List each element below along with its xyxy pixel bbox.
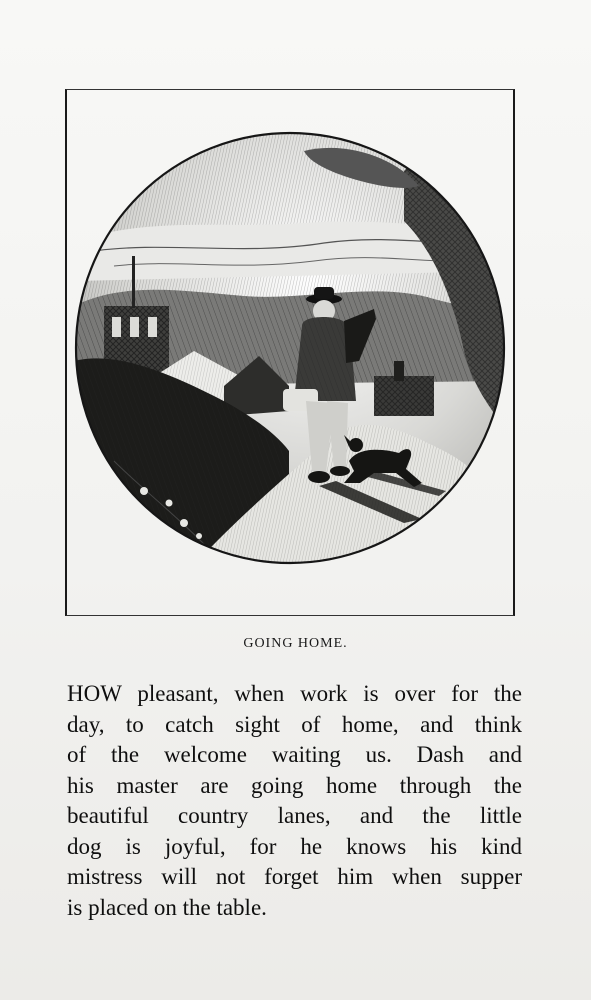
paragraph-line: beautiful country lanes, and the little [67, 803, 522, 828]
illustration-caption: GOING HOME. [243, 636, 348, 651]
paragraph-line: is placed on the table. [67, 894, 267, 920]
story-paragraph [67, 679, 522, 923]
paragraph-line: HOW pleasant, when work is over for the [67, 681, 522, 706]
paragraph-line: mistress will not forget him when supper [67, 864, 522, 889]
paragraph-line: day, to catch sight of home, and think [67, 711, 522, 737]
paragraph-line: dog is joyful, for he knows his kind [67, 833, 522, 859]
paragraph-line: of the welcome waiting us. Dash and [67, 742, 522, 767]
going-home-illustration [74, 131, 506, 565]
paragraph-line: his master are going home through the [67, 772, 522, 798]
